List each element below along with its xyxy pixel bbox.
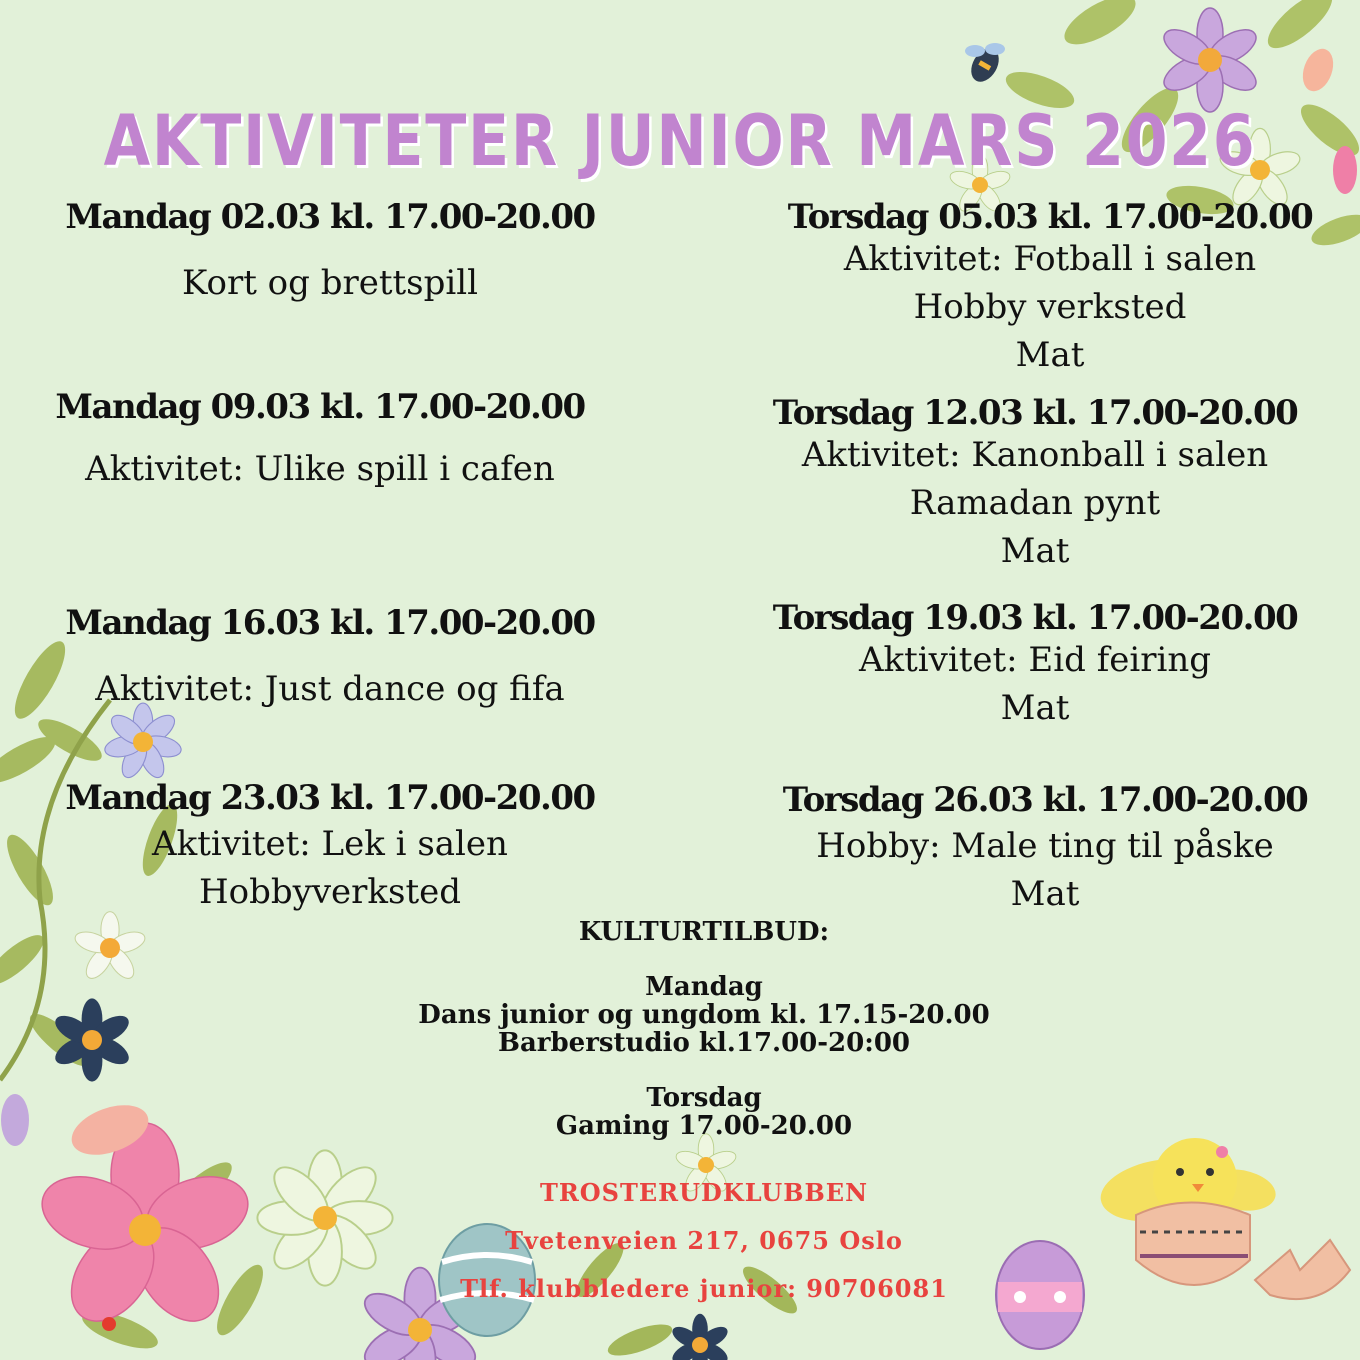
- schedule-line: Hobbyverksted: [198, 872, 462, 912]
- schedule-item: [40, 197, 620, 303]
- chick-in-egg-icon: [1096, 1138, 1350, 1299]
- club-name: TROSTERUDKLUBBEN: [539, 1178, 869, 1207]
- schedule-item: [745, 780, 1345, 914]
- schedule-line: Aktivitet: Eid feiring: [858, 640, 1212, 680]
- kultur-heading: KULTURTILBUD:: [578, 917, 830, 947]
- schedule-line: Aktivitet: Kanonball i salen: [801, 435, 1269, 475]
- kultur-line: Barberstudio kl.17.00-20:00: [497, 1028, 911, 1058]
- kultur-line: Gaming 17.00-20.00: [555, 1111, 853, 1141]
- schedule-line: Ramadan pynt: [909, 483, 1161, 523]
- schedule-heading: Mandag 23.03 kl. 17.00-20.00: [65, 778, 595, 818]
- kultur-thursday: [404, 1084, 1004, 1140]
- schedule-line: Hobby verksted: [913, 287, 1187, 327]
- club-phone: Tlf. klubbledere junior: 90706081: [460, 1274, 948, 1303]
- schedule-line: Kort og brettspill: [181, 263, 479, 303]
- kultur-line: Dans junior og ungdom kl. 17.15-20.00: [418, 1000, 990, 1030]
- schedule-line: Aktivitet: Ulike spill i cafen: [85, 449, 555, 489]
- schedule-line: Mat: [1010, 874, 1080, 914]
- schedule-heading: Torsdag 26.03 kl. 17.00-20.00: [782, 780, 1308, 820]
- schedule-line: Aktivitet: Fotball i salen: [843, 239, 1257, 279]
- schedule-line: Hobby: Male ting til påske: [816, 826, 1274, 866]
- schedule-item: [40, 603, 620, 709]
- schedule-item: [750, 197, 1350, 375]
- schedule-heading: Torsdag 19.03 kl. 17.00-20.00: [772, 598, 1298, 638]
- kultur-day-label: Mandag: [645, 972, 763, 1002]
- red-dot: [102, 1317, 116, 1331]
- schedule-heading: Torsdag 12.03 kl. 17.00-20.00: [772, 393, 1298, 433]
- flower-icon: [73, 912, 148, 983]
- schedule-item: [30, 387, 610, 489]
- schedule-item: [40, 778, 620, 912]
- flower-icon: [257, 1150, 392, 1285]
- club-address: Tvetenveien 217, 0675 Oslo: [505, 1226, 903, 1255]
- kultur-monday: [404, 973, 1004, 1057]
- bee-icon: [965, 43, 1005, 87]
- schedule-item: [735, 393, 1335, 571]
- schedule-line: Mat: [1000, 688, 1070, 728]
- schedule-item: [735, 598, 1335, 728]
- schedule-heading: Mandag 16.03 kl. 17.00-20.00: [65, 603, 595, 643]
- page-title: AKTIVITETER JUNIOR MARS 2026: [103, 100, 1257, 182]
- schedule-heading: Torsdag 05.03 kl. 17.00-20.00: [787, 197, 1313, 237]
- flower-icon: [103, 703, 183, 781]
- schedule-line: Aktivitet: Lek i salen: [152, 824, 508, 864]
- flower-icon: [669, 1314, 731, 1360]
- schedule-heading: Mandag 02.03 kl. 17.00-20.00: [65, 197, 595, 237]
- kultur-day-label: Torsdag: [646, 1083, 762, 1113]
- schedule-line: Mat: [1000, 531, 1070, 571]
- schedule-line: Mat: [1015, 335, 1085, 375]
- schedule-heading: Mandag 09.03 kl. 17.00-20.00: [55, 387, 585, 427]
- schedule-line: Aktivitet: Just dance og fifa: [95, 669, 565, 709]
- flower-icon: [1, 1094, 29, 1146]
